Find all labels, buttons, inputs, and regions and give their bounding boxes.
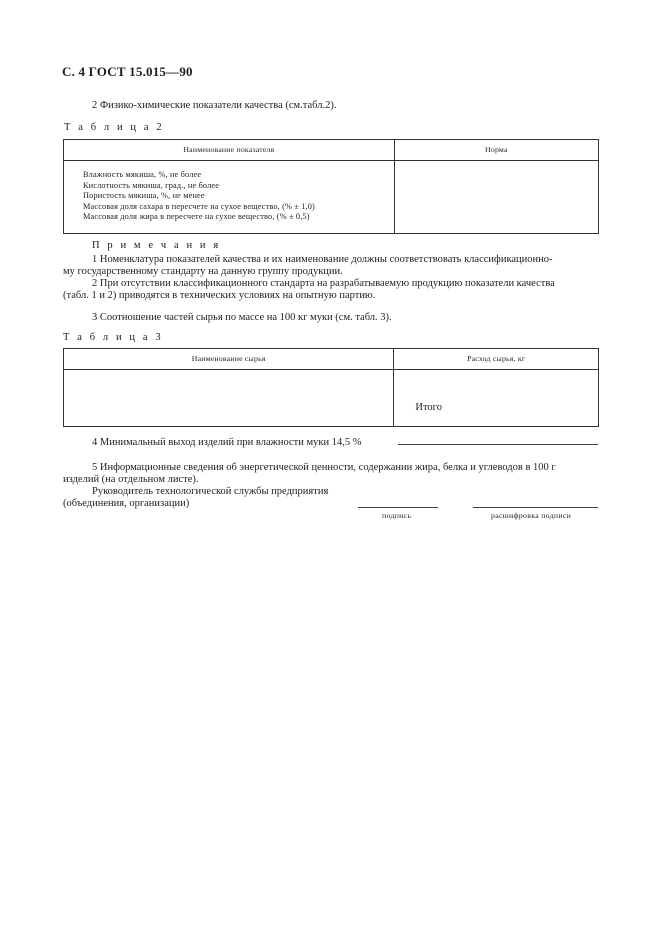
page-header: С. 4 ГОСТ 15.015—90 (62, 64, 193, 79)
table-2-row: Массовая доля жира в пересчете на сухое вещество, (% ± 0,5) (83, 212, 310, 222)
table-2-header-norm: Норма (394, 140, 598, 161)
signature-position-line-1: Руководитель технологической службы предприятия (92, 486, 329, 497)
section-3-text: 3 Соотношение частей сырья по массе на 100 кг муки (см. табл. 3). (92, 312, 392, 323)
table-3 (63, 348, 599, 427)
signature-decode-label: расшифровка подписи (491, 511, 572, 520)
table-2-norm-cell (394, 161, 598, 234)
section-4-text: 4 Минимальный выход изделий при влажности муки 14,5 % (92, 437, 362, 448)
table-3-header-raw: Наименование сырья (64, 349, 394, 370)
note-1-line-1: 1 Номенклатура показателей качества и их наименование должны соответствовать классификационно- (92, 254, 553, 265)
note-2-line-2: (табл. 1 и 2) приводятся в технических условиях на опытную партию. (63, 290, 376, 301)
table-3-header-consumption: Расход сырья, кг (394, 349, 599, 370)
section-5-line-1: 5 Информационные сведения об энергетической ценности, содержании жира, белка и углеводов в 100 г (92, 462, 556, 473)
table-3-total-label: Итого (415, 402, 442, 413)
table-3-raw-cell (64, 370, 394, 427)
notes-title: П р и м е ч а н и я (92, 240, 221, 251)
table-2 (63, 139, 599, 234)
note-2-line-1: 2 При отсутствии классификационного стандарта на разрабатываемую продукцию показатели качества (92, 278, 555, 289)
signature-label: подпись (382, 511, 412, 520)
table-2-row: Влажность мякиша, %, не более (83, 170, 202, 179)
table-2-indicators-cell (64, 161, 395, 234)
table-2-header-name: Наименование показателя (64, 140, 395, 161)
table-3-consumption-cell (394, 370, 599, 427)
section-5-line-2: изделий (на отдельном листе). (63, 474, 199, 485)
table-2-caption: Т а б л и ц а 2 (64, 122, 165, 133)
table-2-row: Кислотность мякиша, град., не более (83, 180, 220, 190)
signature-position-line-2: (объединения, организации) (63, 498, 190, 509)
table-2-row: Массовая доля сахара в пересчете на сухое вещество, (% ± 1,0) (83, 201, 315, 211)
section-4-blank-line (398, 444, 598, 445)
signature-decode-line (473, 507, 598, 508)
table-2-row: Пористость мякиша, %, не менее (83, 191, 205, 201)
section-2-text: 2 Физико-химические показатели качества (см.табл.2). (92, 100, 337, 111)
table-3-caption: Т а б л и ц а 3 (63, 332, 164, 343)
signature-line (358, 507, 438, 508)
note-1-line-2: му государственному стандарту на данную группу продукции. (63, 266, 343, 277)
